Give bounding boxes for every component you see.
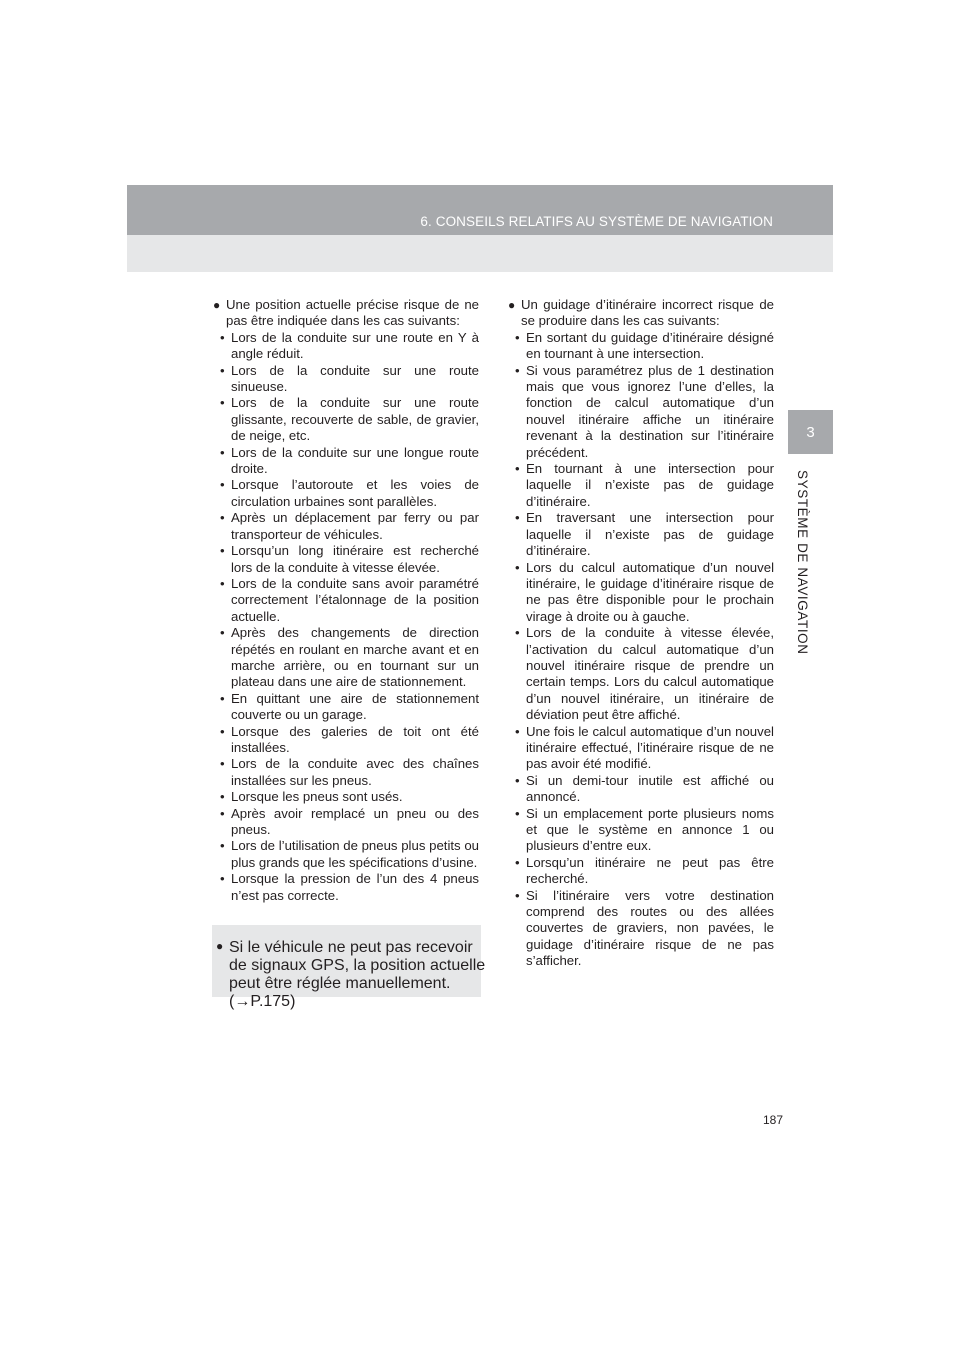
- bullet-icon: •: [220, 329, 225, 345]
- list-item: [213, 445, 479, 478]
- bullet-icon: •: [220, 362, 225, 378]
- list-item-text: Lorsque des galeries de toit ont été installées.: [231, 723, 479, 755]
- list-item: [213, 756, 479, 789]
- list-item: [508, 560, 774, 626]
- list-item: [508, 806, 774, 855]
- bullet-icon: •: [515, 805, 520, 821]
- bullet-icon: •: [515, 329, 520, 345]
- list-item: [213, 806, 479, 839]
- list-item-text: Lors de la conduite sur une route en Y à angle réduit.: [231, 329, 479, 362]
- left-condition-list: [213, 330, 479, 904]
- bullet-icon: •: [515, 559, 520, 575]
- section-header-bar: [127, 185, 833, 235]
- list-item-text: Une fois le calcul automatique d’un nouvel itinéraire effectué, l’itinéraire risque de ne pas avoir été modifié.: [526, 723, 774, 772]
- bullet-icon: •: [515, 854, 520, 870]
- list-item: [213, 330, 479, 363]
- list-item-text: Si un demi-tour inutile est affiché ou annoncé.: [526, 772, 774, 805]
- list-item-text: Lors de la conduite sans avoir paramétré correctement l’étalonnage de la position actuelle.: [231, 575, 479, 624]
- list-item-text: Lorsque l’autoroute et les voies de circulation urbaines sont parallèles.: [231, 477, 479, 509]
- list-item: [508, 773, 774, 806]
- bullet-icon: •: [220, 756, 225, 772]
- list-item: [213, 363, 479, 396]
- list-item: [508, 363, 774, 461]
- bullet-icon: •: [220, 690, 225, 706]
- list-item: [508, 510, 774, 559]
- list-item-text: En traversant une intersection pour laquelle il n’existe pas de guidage d’itinéraire.: [526, 510, 774, 559]
- list-item: [508, 855, 774, 888]
- list-item-text: Lorsqu’un itinéraire ne peut pas être recherché.: [526, 854, 774, 887]
- bullet-icon: •: [515, 625, 520, 641]
- bullet-icon: •: [220, 789, 225, 805]
- list-item: [213, 543, 479, 576]
- bullet-icon: ●: [213, 298, 221, 312]
- list-item: [213, 691, 479, 724]
- bullet-icon: •: [220, 723, 225, 739]
- list-item-text: Si l’itinéraire vers votre destination comprend des routes ou des allées couvertes de graviers, non pavées, le guidage d’itinéraire risque de ne pas s’afficher.: [526, 887, 774, 969]
- list-item: [508, 330, 774, 363]
- note-text: Si le véhicule ne peut pas recevoir de signaux GPS, la position actuelle peut être réglée manuellement. (: [229, 939, 486, 1010]
- list-item-text: Lorsque les pneus sont usés.: [231, 789, 403, 805]
- page-number: 187: [763, 1113, 784, 1127]
- bullet-icon: •: [220, 543, 225, 559]
- list-item-text: Lors de la conduite avec des chaînes installées sur les pneus.: [231, 756, 479, 788]
- list-item-text: Lorsque la pression de l’un des 4 pneus n’est pas correcte.: [231, 871, 479, 903]
- left-column: [213, 297, 479, 904]
- list-item: [213, 789, 479, 805]
- list-item-text: Après un déplacement par ferry ou par transporteur de véhicules.: [231, 510, 479, 542]
- bullet-icon: •: [515, 362, 520, 378]
- list-item-text: Après avoir remplacé un pneu ou des pneus.: [231, 805, 479, 837]
- list-item: [213, 724, 479, 757]
- bullet-icon: •: [220, 805, 225, 821]
- list-item-text: En sortant du guidage d’itinéraire désigné en tournant à une intersection.: [526, 329, 774, 362]
- list-item-text: Lors de la conduite sur une longue route droite.: [231, 444, 479, 477]
- bullet-icon: •: [220, 575, 225, 591]
- list-item-text: Après des changements de direction répétés en roulant en marche avant et en marche arrière, ou en tournant sur un plateau dans une aire de stationnement.: [231, 625, 479, 690]
- list-item-text: Lors du calcul automatique d’un nouvel itinéraire, le guidage d’itinéraire risque de ne pas être disponible pour le prochain virage à droite ou à gauche.: [526, 559, 774, 624]
- page-reference-link[interactable]: P.175: [250, 993, 291, 1010]
- list-item-text: Lors de la conduite sur une route glissante, recouverte de sable, de gravier, de neige, etc.: [231, 395, 479, 444]
- list-item: [213, 477, 479, 510]
- header-sub-band: [127, 235, 833, 272]
- list-item-text: Lors de l’utilisation de pneus plus petits ou plus grands que les spécifications d’usine.: [231, 838, 479, 870]
- list-item: [508, 888, 774, 970]
- list-item-text: En quittant une aire de stationnement couverte ou un garage.: [231, 690, 479, 723]
- bullet-icon: ●: [508, 298, 516, 312]
- section-title: 6. CONSEILS RELATIFS AU SYSTÈME DE NAVIGATION: [420, 214, 773, 229]
- list-item-text: Lors de la conduite sur une route sinueuse.: [231, 362, 479, 395]
- list-item-text: Lors de la conduite à vitesse élevée, l’activation du calcul automatique d’un nouvel itinéraire risque de prendre un certain temps. Lors du calcul automatique d’un nouvel itinéraire, un itinéraire de déviation peut être affiché.: [526, 625, 774, 723]
- list-item: [213, 625, 479, 691]
- list-item-text: Si un emplacement porte plusieurs noms et que le système en annonce 1 ou plusieurs d’entre eux.: [526, 805, 774, 854]
- arrow-right-icon: →: [234, 993, 251, 1010]
- list-item: [213, 871, 479, 904]
- list-item-text: En tournant à une intersection pour laquelle il n’existe pas de guidage d’itinéraire.: [526, 461, 774, 509]
- list-item: [213, 576, 479, 625]
- right-condition-list: [508, 330, 774, 970]
- list-item-text: Lorsqu’un long itinéraire est recherché lors de la conduite à vitesse élevée.: [231, 543, 479, 575]
- list-item: [213, 838, 479, 871]
- note-box: [212, 925, 486, 1010]
- note: [216, 939, 486, 1011]
- bullet-icon: •: [220, 395, 225, 411]
- chapter-number: 3: [806, 423, 815, 441]
- list-item-text: Si vous paramétrez plus de 1 destination mais que vous ignorez l’une d’elles, la fonction de calcul automatique d’un nouvel itinéraire affiche un itinéraire revenant à la destination sur l’itinéraire précédent.: [526, 362, 774, 460]
- list-item: [213, 510, 479, 543]
- note-close: ): [290, 993, 296, 1010]
- bullet-icon: •: [515, 461, 520, 477]
- bullet-icon: •: [220, 871, 225, 887]
- list-item: [213, 395, 479, 444]
- bullet-icon: •: [220, 477, 225, 493]
- bullet-icon: ●: [216, 939, 224, 953]
- bullet-icon: •: [515, 772, 520, 788]
- chapter-label: SYSTÈME DE NAVIGATION: [795, 470, 810, 655]
- bullet-icon: •: [220, 444, 225, 460]
- list-item: [508, 724, 774, 773]
- list-item: [508, 461, 774, 510]
- chapter-tab: [788, 410, 833, 454]
- bullet-icon: •: [220, 625, 225, 641]
- list-item: [508, 625, 774, 723]
- bullet-icon: •: [515, 887, 520, 903]
- bullet-icon: •: [515, 723, 520, 739]
- bullet-icon: •: [220, 510, 225, 526]
- right-intro-text: Un guidage d’itinéraire incorrect risque de se produire dans les cas suivants:: [521, 297, 774, 329]
- bullet-icon: •: [515, 510, 520, 526]
- left-intro-text: Une position actuelle précise risque de ne pas être indiquée dans les cas suivants:: [226, 297, 479, 329]
- left-intro: [213, 297, 479, 330]
- right-column: [508, 297, 774, 970]
- right-intro: [508, 297, 774, 330]
- bullet-icon: •: [220, 838, 225, 854]
